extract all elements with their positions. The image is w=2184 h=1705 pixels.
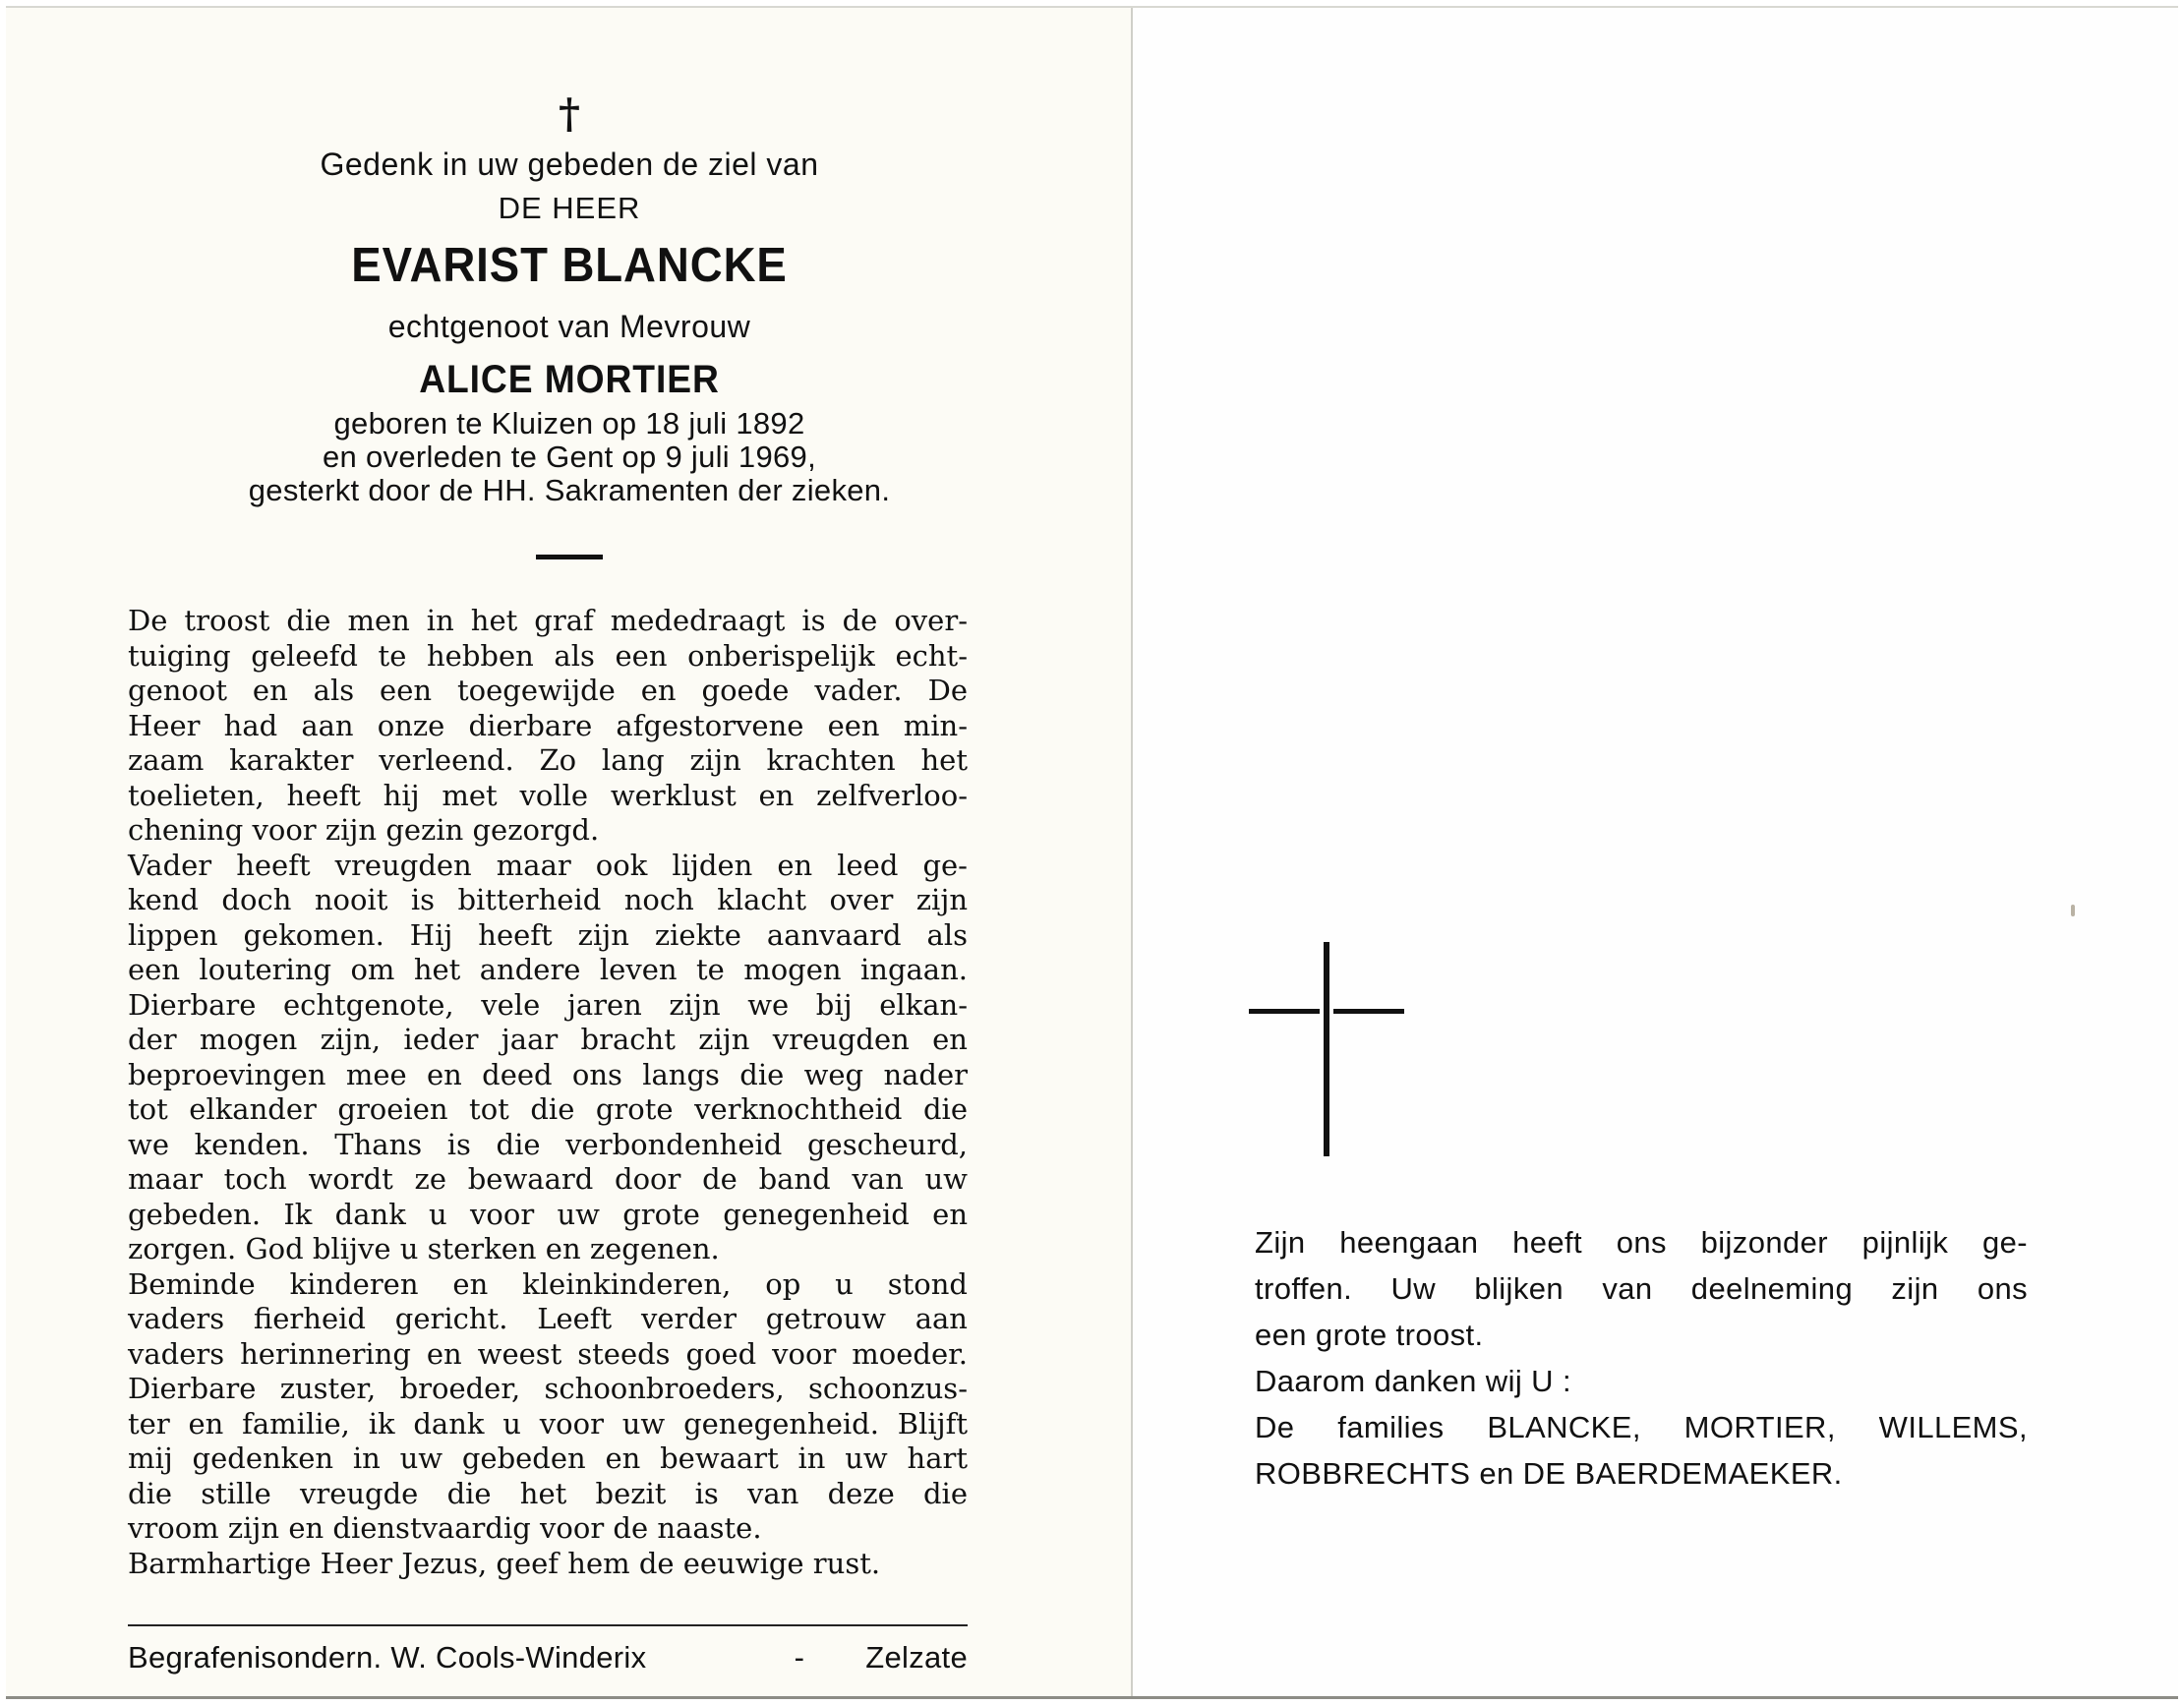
memorial-text-line: lippen gekomen. Hij heeft zijn ziekte aanvaard als bbox=[128, 917, 968, 952]
remembrance-intro: Gedenk in uw gebeden de ziel van bbox=[320, 147, 819, 182]
birth-line: geboren te Kluizen op 18 juli 1892 bbox=[333, 406, 805, 441]
memorial-text-line: Beminde kinderen en kleinkinderen, op u stond bbox=[128, 1266, 968, 1301]
paper-speck bbox=[2071, 905, 2075, 916]
memorial-text-line: De troost die men in het graf mededraagt is de over- bbox=[128, 604, 968, 637]
undertaker-name: Begrafenisondern. W. Cools-Winderix bbox=[128, 1640, 647, 1675]
undertaker-town: Zelzate bbox=[865, 1640, 968, 1675]
death-line: en overleden te Gent op 9 juli 1969, bbox=[323, 440, 816, 474]
memorial-text-line: Vader heeft vreugden maar ook lijden en leed ge- bbox=[128, 848, 968, 882]
dagger-cross-icon: † bbox=[559, 89, 580, 138]
cross-bar-left bbox=[1249, 1009, 1320, 1014]
sacraments-line: gesterkt door de HH. Sakramenten der zieken. bbox=[248, 473, 891, 507]
latin-cross-icon bbox=[1249, 942, 1406, 1158]
thanks-text bbox=[1255, 1219, 2028, 1497]
memorial-text-line: Dierbare echtgenote, vele jaren zijn we bij elkan- bbox=[128, 987, 968, 1022]
memorial-text-line: een loutering om het andere leven te mogen ingaan. bbox=[128, 953, 968, 986]
footer-rule bbox=[128, 1624, 968, 1626]
left-panel bbox=[6, 8, 1133, 1696]
undertaker-footer bbox=[128, 1636, 968, 1679]
cross-vertical-beam bbox=[1324, 942, 1329, 1156]
memorial-text-line: Dierbare zuster, broeder, schoonbroeders, schoonzus- bbox=[128, 1372, 968, 1405]
memorial-text-line: tot elkander groeien tot die grote verknochtheid die bbox=[128, 1092, 968, 1126]
memorial-text-line: die stille vreugde die het bezit is van deze die bbox=[128, 1476, 968, 1510]
memorial-text-line: ter en familie, ik dank u voor uw genegenheid. Blijft bbox=[128, 1406, 968, 1440]
memorial-text bbox=[128, 604, 968, 1581]
honorific-title: DE HEER bbox=[498, 191, 641, 225]
memorial-text-line: we kenden. Thans is die verbondenheid gescheurd, bbox=[128, 1127, 968, 1161]
thanks-text-line: ROBBRECHTS en DE BAERDEMAEKER. bbox=[1255, 1456, 1843, 1491]
memorial-text-line: kend doch nooit is bitterheid noch klacht over zijn bbox=[128, 883, 968, 916]
memorial-text-line: tuiging geleefd te hebben als een onberispelijk echt- bbox=[128, 638, 968, 673]
spouse-name: ALICE MORTIER bbox=[419, 358, 720, 401]
thanks-text-line: Zijn heengaan heeft ons bijzonder pijnlijk ge- bbox=[1255, 1225, 2028, 1260]
memorial-text-line: vaders fierheid gericht. Leeft verder getrouw aan bbox=[128, 1302, 968, 1335]
memorial-text-line: der mogen zijn, ieder jaar bracht zijn vreugden en bbox=[128, 1023, 968, 1056]
memorial-text-line: Barmhartige Heer Jezus, geef hem de eeuwige rust. bbox=[128, 1546, 881, 1580]
dash-divider bbox=[536, 555, 603, 559]
memorial-text-line: beproevingen mee en deed ons langs die weg nader bbox=[128, 1057, 968, 1091]
memorial-text-line: toelieten, heeft hij met volle werklust en zelfverloo- bbox=[128, 778, 968, 812]
memorial-text-line: Heer had aan onze dierbare afgestorvene een min- bbox=[128, 708, 968, 742]
cross-bar-right bbox=[1333, 1009, 1404, 1014]
thanks-text-line: Daarom danken wij U : bbox=[1255, 1364, 1571, 1398]
thanks-text-line: De families BLANCKE, MORTIER, WILLEMS, bbox=[1255, 1410, 2028, 1444]
thanks-text-line: een grote troost. bbox=[1255, 1318, 1484, 1352]
memorial-text-line: zaam karakter verleend. Zo lang zijn krachten het bbox=[128, 743, 968, 777]
memorial-text-line: vaders herinnering en weest steeds goed voor moeder. bbox=[128, 1336, 968, 1371]
footer-separator: - bbox=[794, 1640, 805, 1675]
obituary-header bbox=[6, 87, 1133, 559]
memorial-text-line: mij gedenken in uw gebeden en bewaart in uw hart bbox=[128, 1441, 968, 1475]
memorial-text-line: maar toch wordt ze bewaard door de band van uw bbox=[128, 1162, 968, 1196]
memorial-text-line: gebeden. Ik dank u voor uw grote genegenheid en bbox=[128, 1197, 968, 1231]
memorial-text-line: genoot en als een toegewijde en goede vader. De bbox=[128, 674, 968, 707]
memorial-text-line: vroom zijn en dienstvaardig voor de naaste. bbox=[128, 1511, 762, 1545]
memorial-text-line: zorgen. God blijve u sterken en zegenen. bbox=[128, 1232, 720, 1265]
spouse-intro: echtgenoot van Mevrouw bbox=[387, 309, 751, 344]
memorial-text-line: chening voor zijn gezin gezorgd. bbox=[128, 813, 600, 847]
thanks-text-line: troffen. Uw blijken van deelneming zijn ons bbox=[1255, 1271, 2028, 1306]
deceased-name: EVARIST BLANCKE bbox=[351, 239, 788, 292]
